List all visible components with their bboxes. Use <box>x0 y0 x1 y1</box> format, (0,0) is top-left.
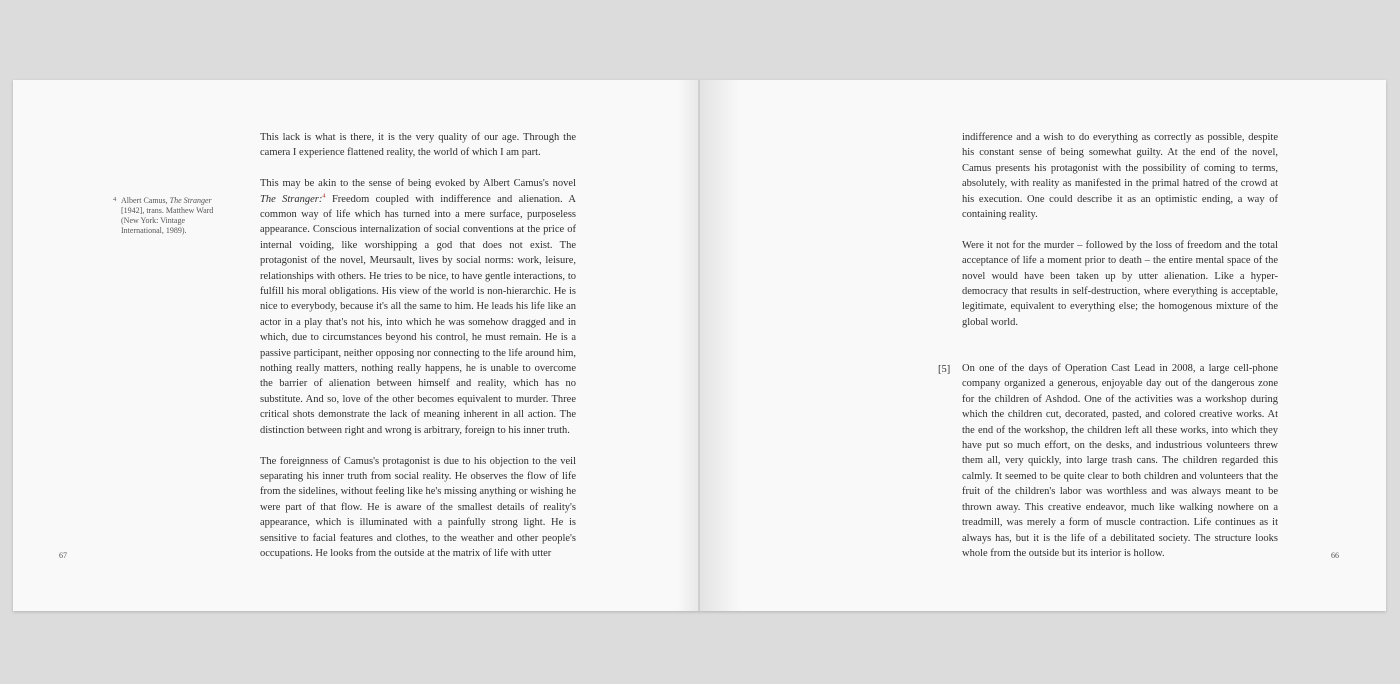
left-paragraph-3: The foreignness of Camus's protagonist is due to his objection to the veil separating his inner truth from social reality. He observes the flow of life from the sidelines, without feeling like he's missing anything or wishing he were part of that flow. He is aware of the smallest details of reality's appearance, which is illuminated with a painfully strong light. He is sensitive to facial features and clothes, to the weather and other people's occupations. He looks from the outside at the matrix of life with utter <box>260 455 576 559</box>
left-page <box>13 80 699 611</box>
footnote-title: The Stranger <box>169 196 212 205</box>
footnote-details: [1942], trans. Matthew Ward (New York: Vintage International, 1989). <box>121 206 214 235</box>
right-paragraph-2: Were it not for the murder – followed by the loss of freedom and the total acceptance of life a moment prior to death – the entire mental space of the novel would have been taken up by utter alienation. Like a hyper-democracy that results in self-destruction, where everything is acceptable, legitimate, equivalent to everything else; the homogenous mixture of the global world. <box>962 239 1278 328</box>
left-text-column <box>260 130 576 561</box>
left-paragraph-1: This lack is what is there, it is the very quality of our age. Through the camera I experience flattened reality, the world of which I am part. <box>260 132 576 159</box>
footnote-text <box>121 196 223 236</box>
footnote-reference[interactable]: 4 <box>322 192 326 200</box>
right-paragraph-3: On one of the days of Operation Cast Lead in 2008, a large cell-phone company organized a generous, enjoyable day out of the dangerous zone for the children of Ashdod. One of the activities was a workshop during which the children cut, decorated, pasted, and colored creative works. At the end of the workshop, the children left all these works, into which they have put so much effort, on the desks, and industrious volunteers threw them all, very quickly, into large trash cans. The children regarded this calmly. It seemed to be quite clear to both children and volunteers that the fruit of the children's labor was worthless and was always meant to be thrown away. This creative endeavor, much like walking nowhere on a treadmill, was merely a form of muscle contraction. Life continues as it always has, but it is the life of a debilitated society. The structure looks whole from the outside but its interior is hollow. <box>962 363 1278 559</box>
novel-title: The Stranger: <box>260 193 323 205</box>
footnote-author: Albert Camus, <box>121 196 170 205</box>
page-number-left: 67 <box>59 551 67 560</box>
gutter-shadow <box>699 80 741 611</box>
right-page <box>699 80 1386 611</box>
page-number-right: 66 <box>1331 551 1339 560</box>
footnote-4 <box>113 196 223 236</box>
section-marker: [5] <box>938 364 951 375</box>
book-fold <box>698 80 700 611</box>
right-paragraph-1: indifference and a wish to do everything as correctly as possible, despite his constant sense of being somewhat guilty. At the end of the novel, Camus presents his protagonist with the possibility of coming to terms, absolutely, with reality as manifested in the primal hatred of the crowd at his execution. One could describe it as an optimistic ending, a way of containing reality. <box>962 132 1278 221</box>
gutter-shadow <box>677 80 699 611</box>
right-text-column <box>962 130 1278 561</box>
footnote-number: 4 <box>113 196 117 203</box>
book-spread <box>13 80 1386 611</box>
left-paragraph-2: This may be akin to the sense of being evoked by Albert Camus's novel The Stranger:$^4$ Freedom coupled with indifference and alienation. A common way of life which has turned into a mere surface, purposeless appearance. Conscious internalization of social conventions at the price of internal voiding, like worshipping a god that does not exist. The protagonist of the novel, Meursault, lives by social norms: work, leisure, relationships with others. He tries to be nice, to have gentle interactions, to fulfill his moral obligations. His view of the world is non-hierarchic. He is nice to everybody, because it's all the same to him. He leads his life like an actor in a play that's not his, into which he was somehow dragged and in which, due to circumstances beyond his control, he must remain. He is a passive participant, neither opposing nor connecting to the life around him, nothing really matters, nothing really happens, he is unable to overcome the barrier of alienation between himself and reality, which has no substitute. And so, love of the other becomes equivalent to murder. Three critical shots demonstrate the lack of meaning inherent in all action. The distinction between right and wrong is arbitrary, foreign to his inner truth. <box>260 178 577 436</box>
